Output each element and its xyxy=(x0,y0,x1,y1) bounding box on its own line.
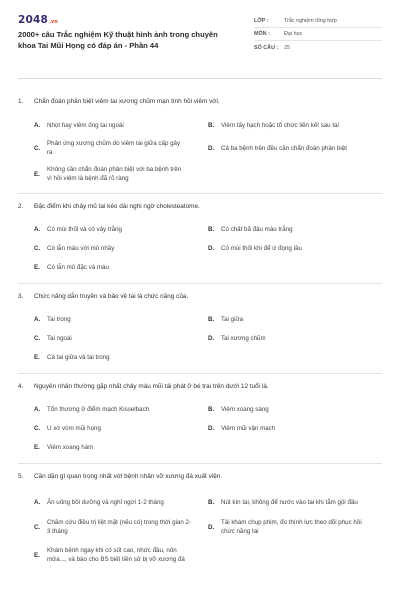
answer-text: Chăm cứu điều trị liệt mặt (nếu có) trong thời gian 2-3 tháng xyxy=(47,519,192,535)
answer-option[interactable] xyxy=(208,400,380,419)
question-number: 3. xyxy=(18,293,24,300)
question-text xyxy=(18,97,382,115)
meta-key: MÔN : xyxy=(254,31,270,37)
logo-sub-text: .vn xyxy=(49,19,58,25)
answer-option[interactable] xyxy=(34,258,206,277)
answer-text: Có mùi thối và có vảy trắng xyxy=(47,226,122,233)
answer-text: Viêm mũi vận mạch xyxy=(221,425,276,432)
question-number: 4. xyxy=(18,383,24,390)
question-stem: Đặc điểm khi chảy mủ tai kéo dài nghi ngờ cholesteatome. xyxy=(34,203,200,210)
answer-letter: C. xyxy=(34,425,41,432)
answer-option[interactable] xyxy=(34,239,206,258)
answer-letter: B. xyxy=(208,498,215,506)
question-number: 1. xyxy=(18,98,24,105)
answer-text: Không cần chẩn đoán phân biệt với ba bệnh trên vì hồi viêm là bệnh đã rõ ràng xyxy=(47,166,182,182)
answer-letter: E. xyxy=(34,354,40,361)
question-4 xyxy=(18,382,382,464)
answer-letter: E. xyxy=(34,551,40,559)
question-3 xyxy=(18,292,382,374)
answer-letter: E. xyxy=(34,444,40,451)
question-text xyxy=(18,292,382,310)
answer-text: Tai xương chũm xyxy=(221,335,266,342)
question-divider xyxy=(18,373,382,374)
answer-text: Viêm xoang hàm xyxy=(47,444,94,451)
answer-text: Nút kín tai, không để nước vào tai khi tắm gội đầu xyxy=(221,498,358,506)
header-left xyxy=(18,12,248,74)
answer-option[interactable] xyxy=(208,115,380,135)
answer-text: Tổn thương ở điểm mạch Kisselbach xyxy=(47,406,150,413)
answer-option[interactable] xyxy=(34,438,206,457)
answer-option[interactable] xyxy=(34,400,206,419)
answer-letter: A. xyxy=(34,406,41,413)
answer-option[interactable] xyxy=(34,514,206,540)
answer-letter: A. xyxy=(34,226,41,233)
answer-letter: D. xyxy=(208,425,215,432)
answer-option[interactable] xyxy=(208,329,380,348)
answer-option[interactable] xyxy=(34,329,206,348)
question-stem: Cần dặn gì quan trọng nhất với bệnh nhân vỡ xương đá xuất viện. xyxy=(34,473,223,480)
answer-option[interactable] xyxy=(34,348,206,367)
meta-table xyxy=(254,15,382,74)
header-divider xyxy=(18,78,382,79)
document-title: 2000+ câu Trắc nghiệm Kỹ thuật hình ảnh trong chuyên khoa Tai Mũi Họng có đáp án - Phần 44 xyxy=(18,30,218,50)
answer-text: Tai trong xyxy=(47,316,71,323)
answer-letter: B. xyxy=(208,226,215,233)
answer-grid xyxy=(18,490,382,570)
answer-option[interactable] xyxy=(34,310,206,329)
answer-option[interactable] xyxy=(34,540,206,570)
answer-text: Cả tai giữa và tai trong xyxy=(47,354,110,361)
answer-letter: D. xyxy=(208,335,215,342)
answer-option[interactable] xyxy=(34,490,206,514)
question-text xyxy=(18,202,382,220)
meta-row-class xyxy=(254,15,382,28)
question-text xyxy=(18,472,382,490)
answer-text: Viêm tấy hạch hoặc tổ chức liên kết sau tai xyxy=(221,121,339,129)
answer-grid xyxy=(18,115,382,187)
answer-letter: D. xyxy=(208,245,215,252)
answer-text: Tái khám chụp phim, đo thính lực theo dõi phục hồi chức năng tai xyxy=(221,519,362,535)
meta-value: Đại học xyxy=(284,31,303,37)
header xyxy=(18,12,382,74)
answer-text: Tai giữa xyxy=(221,316,244,323)
question-stem: Chẩn đoán phân biệt viêm tai xương chũm mạn tính hồi viêm với. xyxy=(34,98,220,105)
answer-letter: C. xyxy=(34,245,41,252)
question-divider xyxy=(18,283,382,284)
answer-text: Tai ngoài xyxy=(47,335,72,342)
answer-option[interactable] xyxy=(34,419,206,438)
answer-text: Khám bệnh ngay khi có sốt cao, nhức đầu, nôn mửa..., và báo cho BS biết tiền sử bị vỡ xương đá xyxy=(47,547,185,563)
meta-value: 25 xyxy=(284,44,290,51)
answer-text: Có lẫn mủ đặc và máu xyxy=(47,264,109,271)
question-5 xyxy=(18,472,382,570)
answer-text: Có mùi thối khi để ứ đọng lâu xyxy=(221,245,302,252)
answer-option[interactable] xyxy=(34,220,206,239)
answer-text: Cả ba bệnh trên đều cần chẩn đoán phân biệt xyxy=(221,144,347,152)
question-text xyxy=(18,382,382,400)
meta-row-count xyxy=(254,41,382,54)
question-stem: Nguyên nhân thường gặp nhất chảy máu mũi tái phát ở bé trai trên dưới 12 tuổi là. xyxy=(34,383,269,390)
question-1 xyxy=(18,97,382,194)
answer-option[interactable] xyxy=(208,220,380,239)
answer-text: Phản ứng xương chũm do viêm tai giữa cấp gây ra xyxy=(47,140,181,156)
answer-letter: C. xyxy=(34,335,41,342)
answer-letter: E. xyxy=(34,264,40,271)
answer-letter: C. xyxy=(34,144,41,152)
answer-option[interactable] xyxy=(34,161,206,187)
answer-option[interactable] xyxy=(208,490,380,514)
site-logo[interactable] xyxy=(18,14,248,26)
answer-grid xyxy=(18,310,382,367)
meta-key: LỚP : xyxy=(254,18,269,24)
question-divider xyxy=(18,193,382,194)
answer-option[interactable] xyxy=(208,135,380,161)
answer-letter: A. xyxy=(34,121,41,129)
answer-letter: B. xyxy=(208,316,215,323)
answer-grid xyxy=(18,400,382,457)
logo-main-text: 2048 xyxy=(18,14,49,26)
question-2 xyxy=(18,202,382,284)
question-number: 2. xyxy=(18,203,24,210)
question-number: 5. xyxy=(18,473,24,480)
question-divider xyxy=(18,463,382,464)
answer-text: Nhọt hay viêm ống tai ngoài xyxy=(47,121,124,129)
answer-option[interactable] xyxy=(208,514,380,540)
answer-letter: B. xyxy=(208,406,215,413)
answer-letter: C. xyxy=(34,523,41,531)
answer-letter: D. xyxy=(208,144,215,152)
question-list xyxy=(18,97,382,570)
question-stem: Chức năng dẫn truyền và bảo vệ tai là chức năng của. xyxy=(34,293,189,300)
answer-option[interactable] xyxy=(34,135,206,161)
meta-key: SỐ CÂU : xyxy=(254,44,279,51)
answer-letter: B. xyxy=(208,121,215,129)
answer-text: Có chất bã đậu màu trắng xyxy=(221,226,293,233)
meta-row-subject xyxy=(254,28,382,41)
answer-letter: A. xyxy=(34,498,41,506)
answer-option[interactable] xyxy=(34,115,206,135)
answer-letter: D. xyxy=(208,523,215,531)
answer-text: Có lẫn máu với mủ nhầy xyxy=(47,245,115,252)
answer-text: U xơ vòm mũi họng xyxy=(47,425,101,432)
answer-option[interactable] xyxy=(208,239,380,258)
answer-text: Viêm xoang sàng xyxy=(221,406,269,413)
answer-text: Ăn uống bồi dưỡng và nghỉ ngơi 1-2 tháng xyxy=(47,498,164,506)
answer-option[interactable] xyxy=(208,419,380,438)
answer-letter: A. xyxy=(34,316,41,323)
answer-option[interactable] xyxy=(208,310,380,329)
meta-value: Trắc nghiệm tổng hợp xyxy=(284,18,337,24)
answer-grid xyxy=(18,220,382,277)
answer-letter: E. xyxy=(34,170,40,178)
